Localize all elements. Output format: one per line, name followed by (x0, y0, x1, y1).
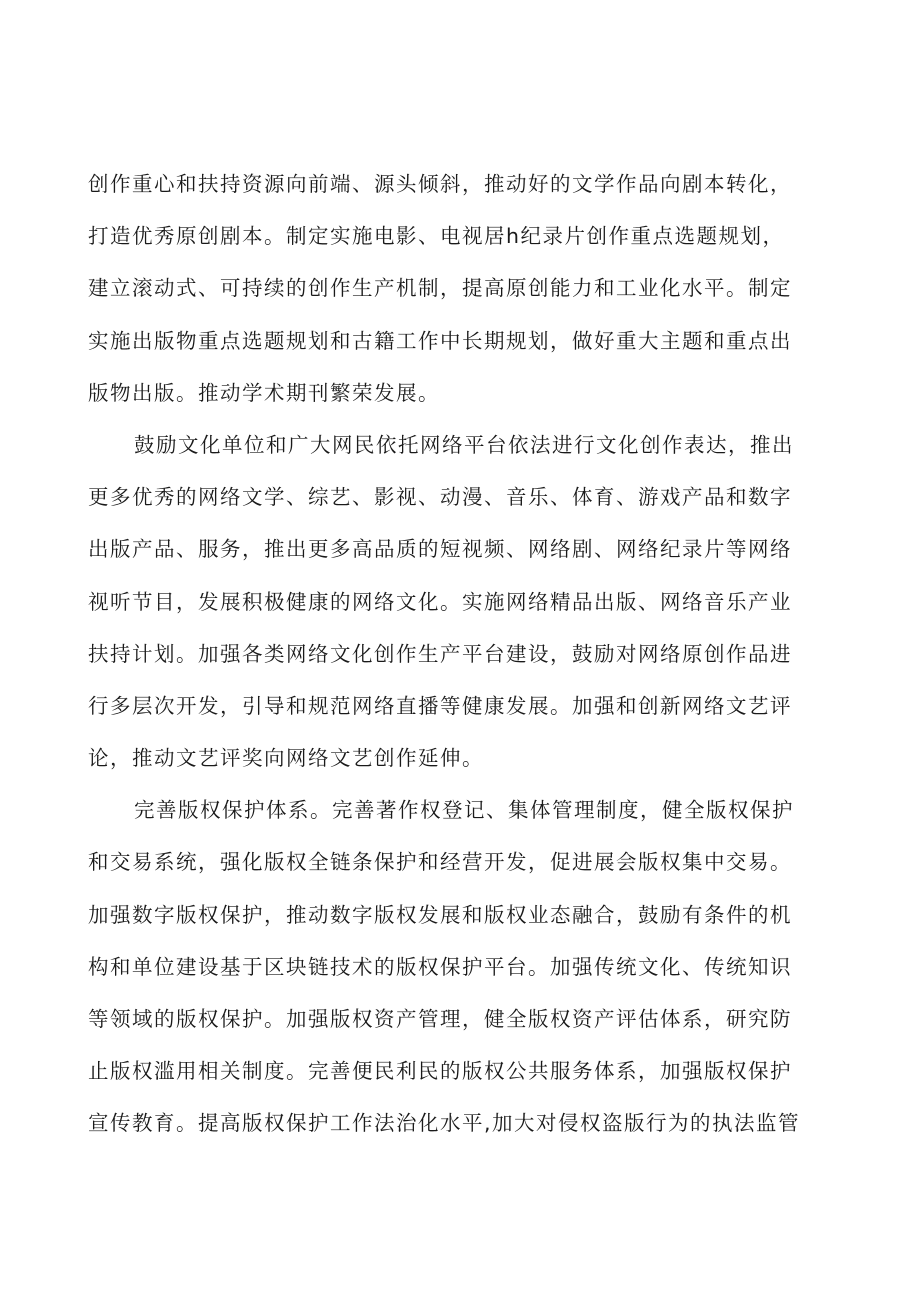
paragraph-2-line-2: 更多优秀的网络文学、综艺、影视、动漫、音乐、体育、游戏产品和数字 (88, 485, 792, 510)
paragraph-2-line-1: 鼓励文化单位和广大网民依托网络平台依法进行文化创作表达，推出 (134, 432, 794, 457)
paragraph-2-line-5: 扶持计划。加强各类网络文化创作生产平台建设，鼓励对网络原创作品进 (88, 641, 792, 666)
paragraph-3-line-6: 止版权滥用相关制度。完善便民利民的版权公共服务体系，加强版权保护 (88, 1059, 792, 1084)
paragraph-1-line-4: 实施出版物重点选题规划和古籍工作中长期规划，做好重大主题和重点出 (88, 328, 792, 353)
paragraph-1-line-5: 版物出版。推动学术期刊繁荣发展。 (88, 380, 440, 405)
paragraph-2-line-4: 视听节目，发展积极健康的网络文化。实施网络精品出版、网络音乐产业 (88, 589, 792, 614)
paragraph-3-line-3: 加强数字版权保护，推动数字版权发展和版权业态融合，鼓励有条件的机 (88, 902, 792, 927)
paragraph-3-line-2: 和交易系统，强化版权全链条保护和经营开发，促进展会版权集中交易。 (88, 850, 792, 875)
paragraph-2-line-7: 论，推动文艺评奖向网络文艺创作延伸。 (88, 746, 484, 771)
paragraph-3-line-1: 完善版权保护体系。完善著作权登记、集体管理制度，健全版权保护 (134, 798, 794, 823)
paragraph-3-line-4: 构和单位建设基于区块链技术的版权保护平台。加强传统文化、传统知识 (88, 954, 792, 979)
paragraph-2-line-6: 行多层次开发，引导和规范网络直播等健康发展。加强和创新网络文艺评 (88, 693, 792, 718)
paragraph-3-line-7: 宣传教育。提高版权保护工作法治化水平,加大对侵权盗版行为的执法监管 (88, 1111, 801, 1136)
paragraph-1-line-1: 创作重心和扶持资源向前端、源头倾斜，推动好的文学作品向剧本转化， (88, 172, 792, 196)
paragraph-2-line-3: 出版产品、服务，推出更多高品质的短视频、网络剧、网络纪录片等网络 (88, 537, 792, 562)
paragraph-1-line-3: 建立滚动式、可持续的创作生产机制，提高原创能力和工业化水平。制定 (88, 276, 792, 301)
document-body (88, 158, 848, 1150)
paragraph-1-line-2: 打造优秀原创剧本。制定实施电影、电视居h纪录片创作重点选题规划， (88, 224, 785, 249)
paragraph-3-line-5: 等领域的版权保护。加强版权资产管理，健全版权资产评估体系，研究防 (88, 1007, 792, 1031)
